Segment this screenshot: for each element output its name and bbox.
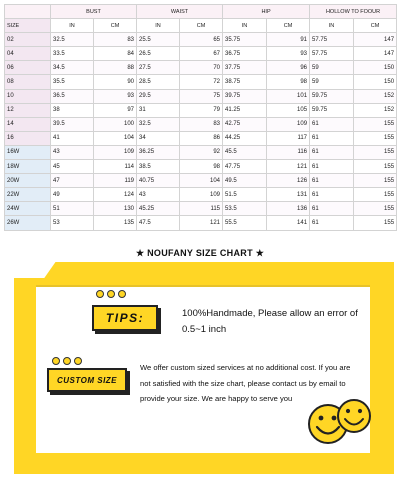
measure-cell: 116	[267, 145, 310, 159]
dot-icon	[52, 357, 60, 365]
measure-cell: 45.5	[223, 145, 267, 159]
size-cell: 04	[5, 47, 51, 61]
measure-cell: 75	[180, 89, 223, 103]
measure-cell: 29.5	[137, 89, 180, 103]
measure-cell: 34.5	[51, 61, 94, 75]
measure-cell: 141	[267, 216, 310, 230]
table-row	[5, 160, 397, 174]
measure-cell: 59	[310, 61, 354, 75]
measure-cell: 150	[354, 75, 397, 89]
measure-cell: 47.75	[223, 160, 267, 174]
size-cell: 26W	[5, 216, 51, 230]
measure-cell: 45.25	[137, 202, 180, 216]
measure-cell: 32.5	[51, 33, 94, 47]
measure-cell: 88	[94, 61, 137, 75]
unit-header-cell: IN	[137, 19, 180, 33]
table-row	[5, 131, 397, 145]
measure-cell: 26.5	[137, 47, 180, 61]
measure-cell: 59.75	[310, 103, 354, 117]
smiley-icons	[306, 394, 376, 454]
table-row	[5, 103, 397, 117]
measure-cell: 155	[354, 174, 397, 188]
dot-icon	[96, 290, 104, 298]
measure-cell: 36.25	[137, 145, 180, 159]
measure-cell: 53	[51, 216, 94, 230]
size-cell: 10	[5, 89, 51, 103]
measure-cell: 152	[354, 89, 397, 103]
measure-cell: 57.75	[310, 47, 354, 61]
measure-cell: 124	[94, 188, 137, 202]
measure-cell: 61	[310, 202, 354, 216]
dot-icon	[107, 290, 115, 298]
dot-icon	[74, 357, 82, 365]
group-header-cell: BUST	[51, 5, 137, 19]
table-row	[5, 145, 397, 159]
unit-header-cell: IN	[51, 19, 94, 33]
measure-cell: 72	[180, 75, 223, 89]
table-row	[5, 47, 397, 61]
dot-icon	[63, 357, 71, 365]
measure-cell: 61	[310, 174, 354, 188]
size-cell: 14	[5, 117, 51, 131]
size-table	[4, 4, 397, 231]
group-header-cell: HOLLOW TO FOOUR	[310, 5, 397, 19]
measure-cell: 79	[180, 103, 223, 117]
measure-cell: 84	[94, 47, 137, 61]
measure-cell: 31	[137, 103, 180, 117]
measure-cell: 147	[354, 47, 397, 61]
measure-cell: 155	[354, 202, 397, 216]
measure-cell: 37.75	[223, 61, 267, 75]
measure-cell: 100	[94, 117, 137, 131]
measure-cell: 61	[310, 131, 354, 145]
table-unit-header	[5, 19, 397, 33]
measure-cell: 51	[51, 202, 94, 216]
size-cell: 20W	[5, 174, 51, 188]
measure-cell: 61	[310, 117, 354, 131]
measure-cell: 131	[267, 188, 310, 202]
measure-cell: 49.5	[223, 174, 267, 188]
measure-cell: 61	[310, 216, 354, 230]
measure-cell: 109	[267, 117, 310, 131]
table-row	[5, 174, 397, 188]
measure-cell: 155	[354, 160, 397, 174]
decorative-dots	[52, 357, 82, 365]
measure-cell: 59.75	[310, 89, 354, 103]
measure-cell: 70	[180, 61, 223, 75]
measure-cell: 136	[267, 202, 310, 216]
measure-cell: 38.75	[223, 75, 267, 89]
measure-cell: 59	[310, 75, 354, 89]
measure-cell: 96	[267, 61, 310, 75]
tips-text: 100%Handmade, Please allow an error of 0.5~1 inch	[182, 308, 358, 335]
measure-cell: 115	[180, 202, 223, 216]
measure-cell: 36.5	[51, 89, 94, 103]
custom-size-badge: CUSTOM SIZE	[47, 368, 127, 392]
measure-cell: 36.75	[223, 47, 267, 61]
measure-cell: 33.5	[51, 47, 94, 61]
measure-cell: 61	[310, 188, 354, 202]
measure-cell: 65	[180, 33, 223, 47]
table-row	[5, 117, 397, 131]
star-icon: ★	[255, 248, 265, 258]
size-cell: 08	[5, 75, 51, 89]
measure-cell: 86	[180, 131, 223, 145]
measure-cell: 55.5	[223, 216, 267, 230]
size-cell: 24W	[5, 202, 51, 216]
measure-cell: 155	[354, 188, 397, 202]
table-row	[5, 33, 397, 47]
measure-cell: 42.75	[223, 117, 267, 131]
measure-cell: 121	[267, 160, 310, 174]
measure-cell: 155	[354, 131, 397, 145]
unit-header-cell: CM	[180, 19, 223, 33]
measure-cell: 38	[51, 103, 94, 117]
tips-badge: TIPS:	[92, 305, 158, 331]
measure-cell: 34	[137, 131, 180, 145]
measure-cell: 41	[51, 131, 94, 145]
table-row	[5, 202, 397, 216]
size-cell: 16	[5, 131, 51, 145]
measure-cell: 98	[180, 160, 223, 174]
table-row	[5, 89, 397, 103]
size-cell: 18W	[5, 160, 51, 174]
measure-cell: 104	[94, 131, 137, 145]
measure-cell: 130	[94, 202, 137, 216]
measure-cell: 27.5	[137, 61, 180, 75]
measure-cell: 90	[94, 75, 137, 89]
measure-cell: 135	[94, 216, 137, 230]
measure-cell: 47.5	[137, 216, 180, 230]
measure-cell: 98	[267, 75, 310, 89]
chart-title-text: NOUFANY SIZE CHART	[147, 248, 253, 258]
measure-cell: 92	[180, 145, 223, 159]
size-cell: 06	[5, 61, 51, 75]
measure-cell: 114	[94, 160, 137, 174]
measure-cell: 152	[354, 103, 397, 117]
measure-cell: 61	[310, 145, 354, 159]
measure-cell: 91	[267, 33, 310, 47]
measure-cell: 155	[354, 216, 397, 230]
measure-cell: 61	[310, 160, 354, 174]
size-cell: 02	[5, 33, 51, 47]
measure-cell: 25.5	[137, 33, 180, 47]
measure-cell: 45	[51, 160, 94, 174]
measure-cell: 150	[354, 61, 397, 75]
unit-header-cell: CM	[267, 19, 310, 33]
measure-cell: 43	[51, 145, 94, 159]
measure-cell: 109	[94, 145, 137, 159]
size-cell: 22W	[5, 188, 51, 202]
size-cell: 12	[5, 103, 51, 117]
measure-cell: 155	[354, 117, 397, 131]
chart-title	[0, 248, 400, 259]
measure-cell: 28.5	[137, 75, 180, 89]
unit-header-cell: CM	[354, 19, 397, 33]
size-column-header: SIZE	[5, 19, 51, 33]
unit-header-cell: IN	[310, 19, 354, 33]
table-row	[5, 216, 397, 230]
measure-cell: 57.75	[310, 33, 354, 47]
measure-cell: 43	[137, 188, 180, 202]
measure-cell: 126	[267, 174, 310, 188]
card-top-bar	[36, 285, 370, 287]
measure-cell: 119	[94, 174, 137, 188]
measure-cell: 47	[51, 174, 94, 188]
measure-cell: 35.5	[51, 75, 94, 89]
smiley-icon	[338, 400, 370, 432]
measure-cell: 109	[180, 188, 223, 202]
measure-cell: 67	[180, 47, 223, 61]
table-row	[5, 188, 397, 202]
measure-cell: 35.75	[223, 33, 267, 47]
measure-cell: 105	[267, 103, 310, 117]
group-header-cell: HIP	[223, 5, 310, 19]
table-row	[5, 75, 397, 89]
measure-cell: 147	[354, 33, 397, 47]
table-row	[5, 61, 397, 75]
measure-cell: 32.5	[137, 117, 180, 131]
measure-cell: 39.5	[51, 117, 94, 131]
measure-cell: 41.25	[223, 103, 267, 117]
measure-cell: 39.75	[223, 89, 267, 103]
measure-cell: 93	[267, 47, 310, 61]
custom-size-text: We offer custom sized services at no additional cost. If you are not satisfied with the size chart, please contact us by email to provide your size. We are happy to serve you	[140, 363, 351, 403]
measure-cell: 93	[94, 89, 137, 103]
measure-cell: 104	[180, 174, 223, 188]
measure-cell: 49	[51, 188, 94, 202]
unit-header-cell: IN	[223, 19, 267, 33]
decorative-dots	[96, 290, 126, 298]
measure-cell: 51.5	[223, 188, 267, 202]
measure-cell: 97	[94, 103, 137, 117]
measure-cell: 117	[267, 131, 310, 145]
table-group-header	[5, 5, 397, 19]
star-icon: ★	[135, 248, 145, 258]
group-header-cell: WAIST	[137, 5, 223, 19]
size-cell: 16W	[5, 145, 51, 159]
measure-cell: 83	[180, 117, 223, 131]
measure-cell: 53.5	[223, 202, 267, 216]
measure-cell: 38.5	[137, 160, 180, 174]
measure-cell: 83	[94, 33, 137, 47]
measure-cell: 155	[354, 145, 397, 159]
group-header-cell	[5, 5, 51, 19]
dot-icon	[118, 290, 126, 298]
measure-cell: 44.25	[223, 131, 267, 145]
measure-cell: 101	[267, 89, 310, 103]
measure-cell: 40.75	[137, 174, 180, 188]
measure-cell: 121	[180, 216, 223, 230]
unit-header-cell: CM	[94, 19, 137, 33]
